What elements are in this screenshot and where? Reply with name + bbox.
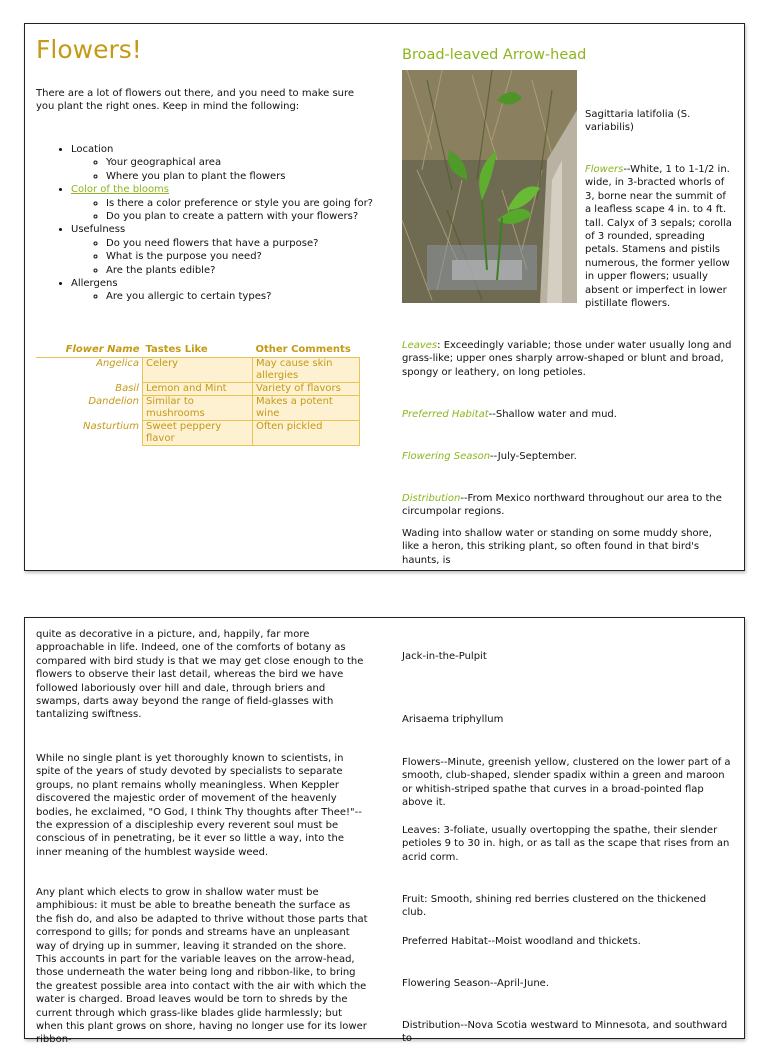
table-row xyxy=(36,358,360,383)
plant-photo-image xyxy=(402,70,577,303)
column-header: Flower Name xyxy=(36,343,143,358)
table-cell-comment: Variety of flavors xyxy=(253,383,360,396)
table-row xyxy=(36,421,360,446)
table-cell-name: Nasturtium xyxy=(83,420,139,432)
jack-season-description: Flowering Season--April-June. xyxy=(402,978,550,989)
considerations-list xyxy=(36,143,376,304)
table-row xyxy=(36,396,360,421)
flowers-description: Flowers--White, 1 to 1-1/2 in. wide, in 3-bracted whorls of 3, borne near the summit of a leafless scape 4 in. to 4 ft. tall. Calyx of 3 sepals; corolla of 3 rounded, spreading petals. Stamens and pistils numerous, the former yellow in upper flowers; usually absent or imperfect in lower pistillate flowers. xyxy=(585,164,732,310)
list-subitem: ◦ Where you plan to plant the flowers xyxy=(106,170,376,183)
table-cell-name: Angelica xyxy=(96,358,139,369)
table-cell-taste: Similar to mushrooms xyxy=(143,396,253,421)
table-cell-name: Basil xyxy=(115,382,139,394)
list-subitem: ◦ Are you allergic to certain types? xyxy=(106,290,376,303)
page-title: Flowers! xyxy=(36,35,142,64)
table-cell-taste: Celery xyxy=(143,358,253,383)
list-subitem: ◦ Do you plan to create a pattern with your flowers? xyxy=(106,210,376,223)
jack-fruit-description: Fruit: Smooth, shining red berries clustered on the thickened club. xyxy=(402,894,707,919)
table-cell-name: Dandelion xyxy=(88,395,139,407)
feature-title: Broad-leaved Arrow-head xyxy=(402,47,587,63)
list-item-location: • Location ◦ Your geographical area ◦ Where you plan to plant the flowers xyxy=(71,143,376,183)
list-item-allergens: • Allergens ◦ Are you allergic to certain types? xyxy=(71,277,376,304)
jack-title: Jack-in-the-Pulpit xyxy=(402,651,487,662)
wading-paragraph: Wading into shallow water or standing on some muddy shore, like a heron, this striking plant, so often found in that bird's haunts, is xyxy=(402,528,712,566)
arrowhead-plant-photo xyxy=(402,70,577,303)
list-item-usefulness: • Usefulness ◦ Do you need flowers that have a purpose? ◦ What is the purpose you need? ◦ Are the plants edible? xyxy=(71,223,376,277)
jack-scientific-name: Arisaema triphyllum xyxy=(402,714,504,725)
table-cell-taste: Lemon and Mint xyxy=(143,383,253,396)
list-subitem: ◦ Do you need flowers that have a purpose? xyxy=(106,237,376,250)
flower-table xyxy=(36,343,360,446)
scientific-name: Sagittaria latifolia (S. variabilis) xyxy=(585,109,691,134)
body-paragraph: quite as decorative in a picture, and, happily, far more approachable in life. Indeed, one of the comforts of botany as compared with bird study is that we may get close enough to the flowers to observe their last detail, whereas the bird we have followed laboriously over hill and dale, through briers and swamps, darts away beyond the range of field-glasses with tantalizing swiftness. xyxy=(36,629,364,721)
jack-habitat-description: Preferred Habitat--Moist woodland and thickets. xyxy=(402,936,641,947)
jack-distribution-description: Distribution--Nova Scotia westward to Minnesota, and southward to xyxy=(402,1020,728,1045)
table-cell-comment: Makes a potent wine xyxy=(253,396,360,421)
color-of-blooms-link[interactable]: Color of the blooms xyxy=(71,184,170,196)
body-paragraph: Any plant which elects to grow in shallow water must be amphibious: it must be able to breathe beneath the surface as the fish do, and also be adapted to thrive without those parts that correspond to gills; for ponds and streams have an unpleasant way of drying up in summer, leaving it stranded on the shore. This accounts in part for the variable leaves on the arrow-head, those underneath the water being long and ribbon-like, to bring the greatest possible area into contact with the air with which the water is charged. Broad leaves would be torn to shreds by the current through which grass-like blades glide harmlessly; but when this plant grows on shore, having no longer use for its lower ribbon- xyxy=(36,887,368,1046)
table-cell-comment: May cause skin allergies xyxy=(253,358,360,383)
season-description: Flowering Season--July-September. xyxy=(402,451,577,462)
list-item-color xyxy=(71,183,376,223)
habitat-description: Preferred Habitat--Shallow water and mud. xyxy=(402,409,617,420)
leaves-description: Leaves: Exceedingly variable; those under water usually long and grass-like; upper ones sharply arrow-shaped or blunt and broad, spongy or leathery, on long petioles. xyxy=(402,340,732,378)
jack-leaves-description: Leaves: 3-foliate, usually overtopping the spathe, their slender petioles 9 to 30 in. high, or as tall as the scape that rises from an acrid corm. xyxy=(402,825,730,863)
list-subitem: ◦ Is there a color preference or style you are going for? xyxy=(106,197,376,210)
column-header: Other Comments xyxy=(253,343,360,358)
list-subitem: ◦ Are the plants edible? xyxy=(106,264,376,277)
document-page-1 xyxy=(24,23,745,571)
table-cell-comment: Often pickled xyxy=(253,421,360,446)
list-subitem: ◦ What is the purpose you need? xyxy=(106,250,376,263)
document-page-2 xyxy=(24,617,745,1046)
distribution-description: Distribution--From Mexico northward throughout our area to the circumpolar regions. xyxy=(402,493,722,518)
list-subitem: ◦ Your geographical area xyxy=(106,156,376,169)
column-header: Tastes Like xyxy=(143,343,253,358)
jack-flowers-description: Flowers--Minute, greenish yellow, clustered on the lower part of a smooth, club-shaped, slender spadix within a green and maroon or whitish-striped spathe that curves in a broad-pointed flap above it. xyxy=(402,757,731,809)
body-paragraph: While no single plant is yet thoroughly known to scientists, in spite of the years of study devoted by specialists to separate groups, no plant remains wholly meaningless. When Keppler discovered the majestic order of movement of the heavenly bodies, he exclaimed, "O God, I think Thy thoughts after Thee!"--the expression of a discipleship every reverent soul must be conscious of in penetrating, be it ever so little a way, into the inner meaning of the humblest wayside weed. xyxy=(36,753,362,858)
table-row xyxy=(36,383,360,396)
table-header-row xyxy=(36,343,360,358)
intro-paragraph: There are a lot of flowers out there, and you need to make sure you plant the right ones. Keep in mind the following: xyxy=(36,88,355,113)
table-cell-taste: Sweet peppery flavor xyxy=(143,421,253,446)
